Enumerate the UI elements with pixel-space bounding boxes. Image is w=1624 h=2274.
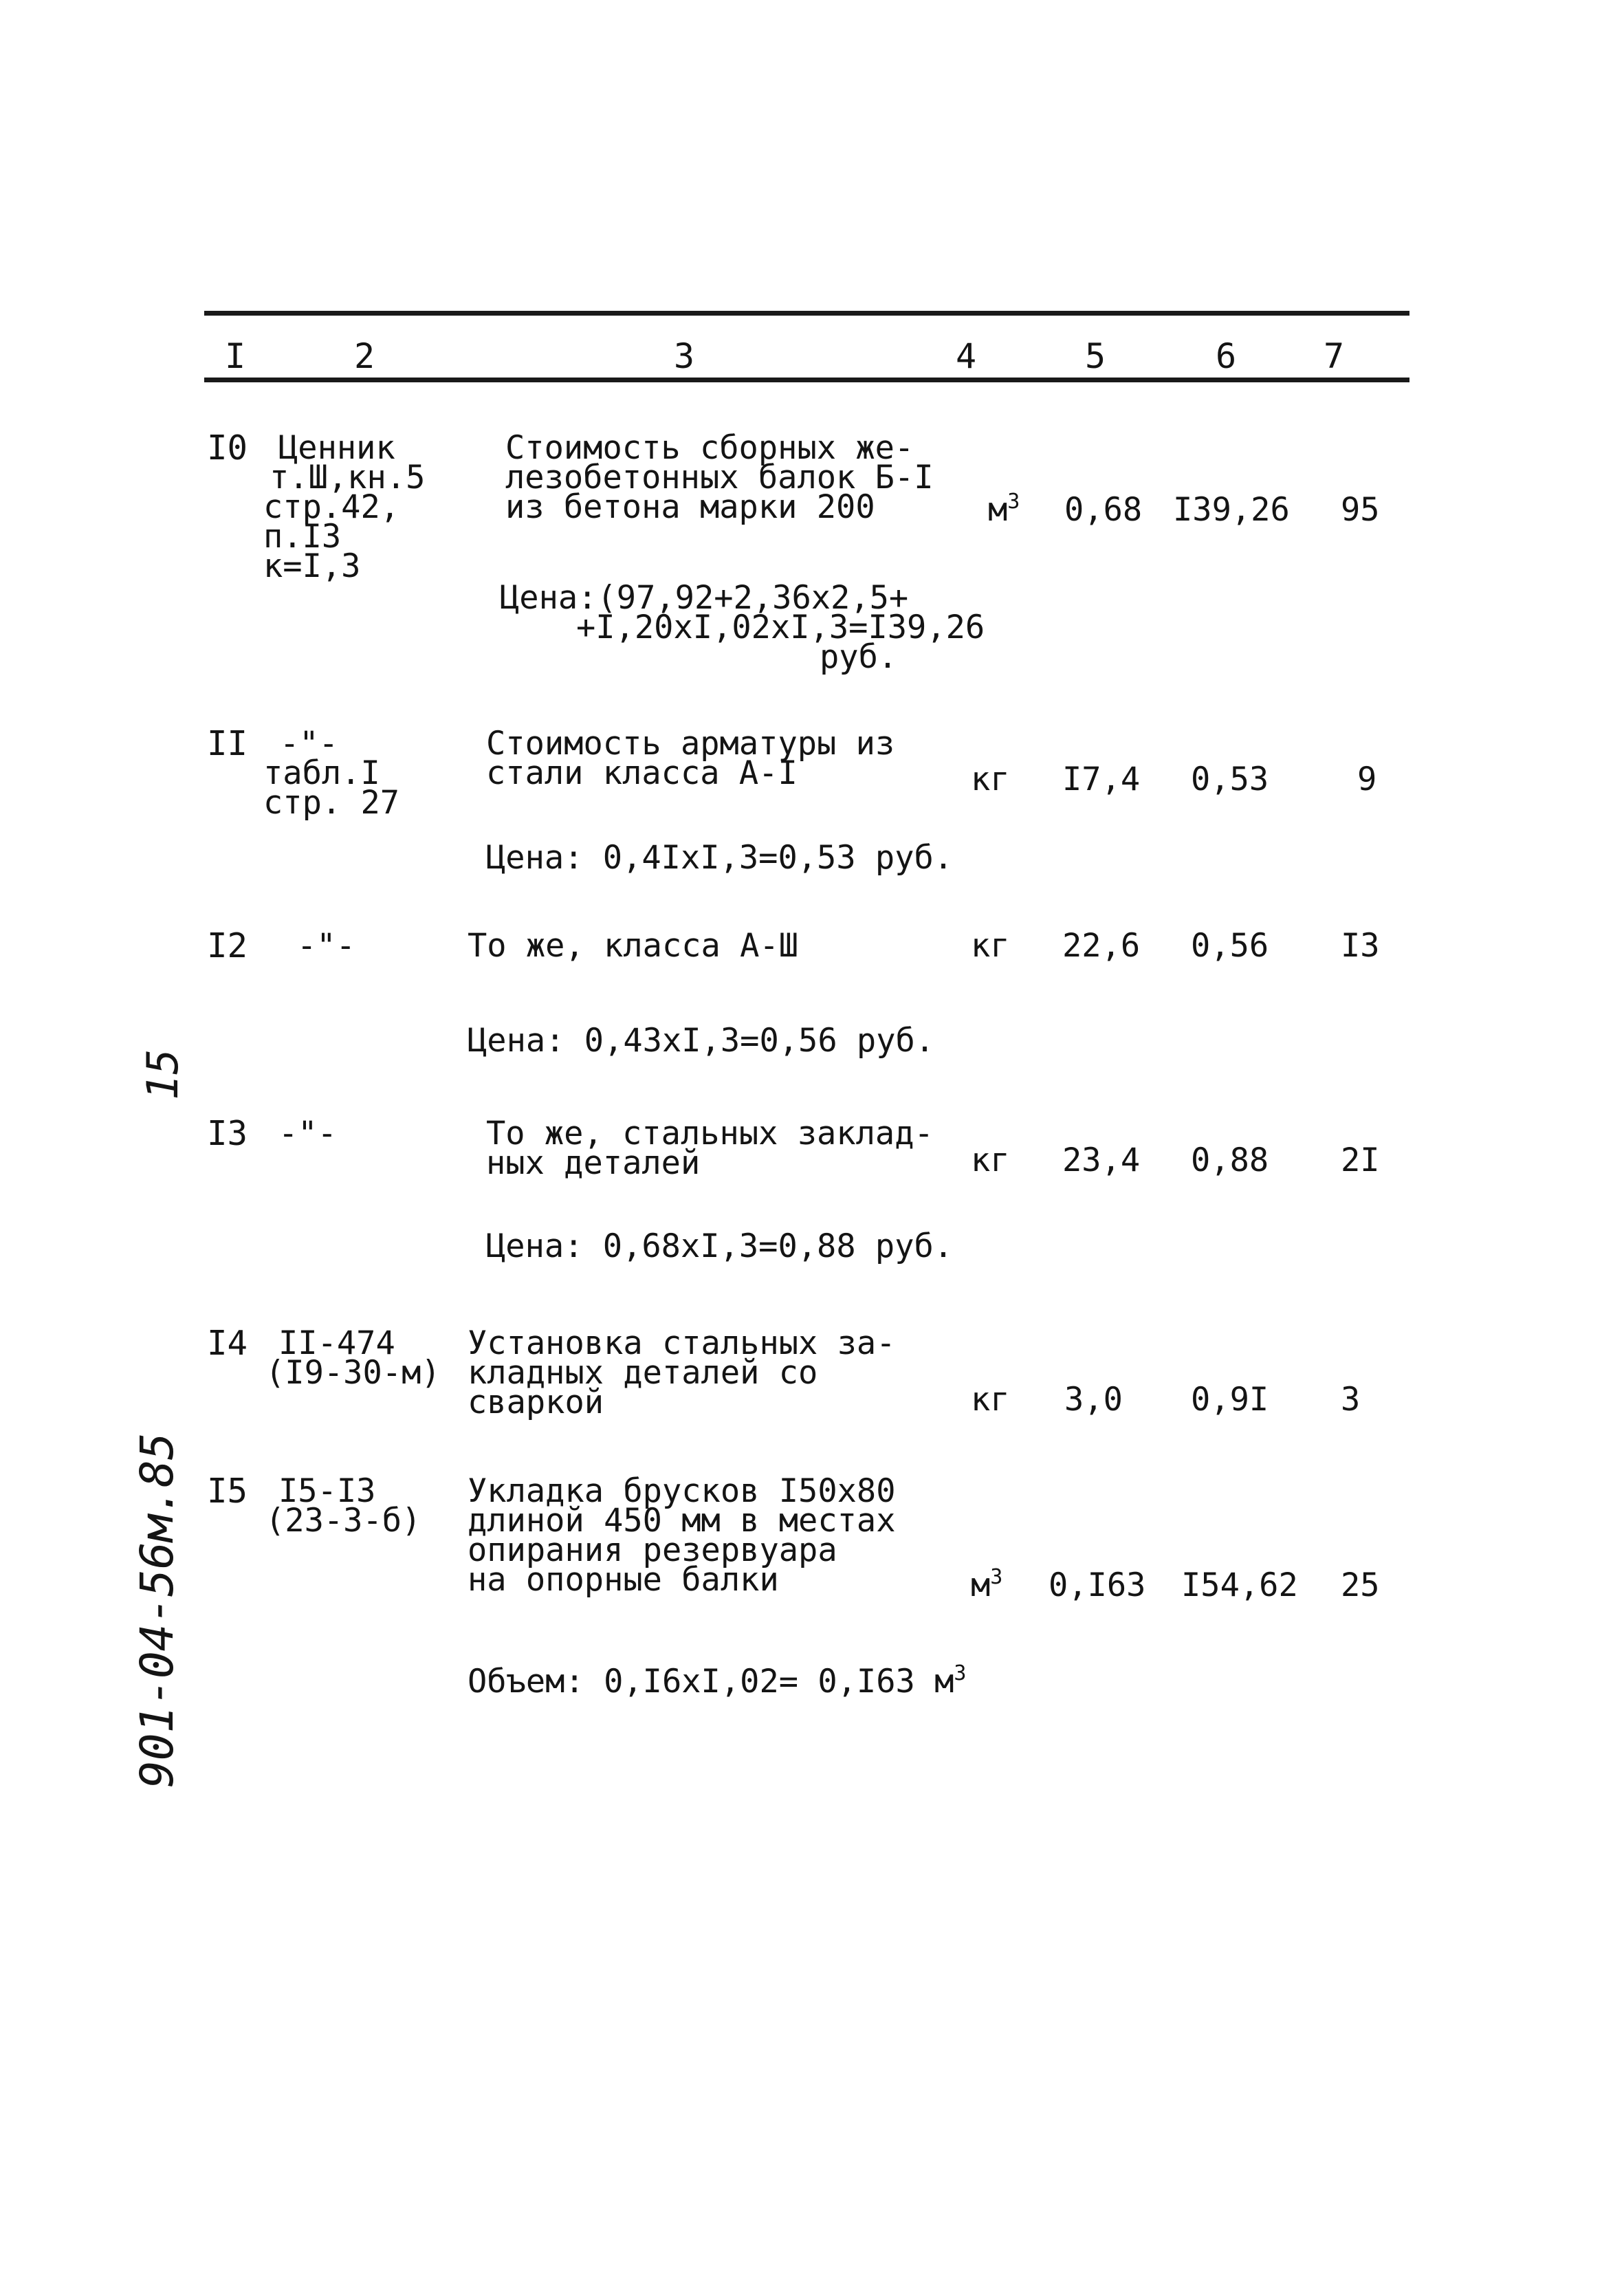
- unit-cell: кг: [971, 761, 1010, 798]
- total-cell: 25: [1341, 1566, 1380, 1604]
- col-header-3: 3: [674, 336, 695, 376]
- price-note-line: руб.: [820, 638, 898, 676]
- quantity-cell: I7,4: [1062, 761, 1141, 798]
- description-line: Установка стальных за-: [468, 1324, 896, 1362]
- price-note-line: Цена: 0,43хI,3=0,56 руб.: [468, 1022, 935, 1060]
- price-cell: 0,88: [1191, 1141, 1269, 1179]
- description-line: кладных деталей со: [468, 1354, 818, 1392]
- row-number: I4: [207, 1324, 248, 1363]
- description-line: из бетона марки 200: [505, 488, 875, 526]
- col-header-5: 5: [1085, 336, 1106, 376]
- price-cell: 0,53: [1191, 761, 1269, 798]
- reference-line: стр. 27: [263, 784, 400, 822]
- total-cell: 9: [1357, 761, 1377, 798]
- row-number: I0: [207, 428, 248, 468]
- description-line: опирания резервуара: [468, 1531, 837, 1569]
- unit-cell: кг: [971, 1381, 1010, 1419]
- price-note-line: Цена: 0,4IхI,3=0,53 руб.: [486, 839, 954, 877]
- description-line: сваркой: [468, 1384, 604, 1421]
- quantity-cell: 0,68: [1064, 491, 1143, 529]
- reference-line: -"-: [278, 1115, 337, 1152]
- unit-cell: кг: [971, 927, 1010, 965]
- description-line: Укладка брусков I50х80: [468, 1472, 896, 1510]
- quantity-cell: 3,0: [1064, 1381, 1123, 1419]
- reference-line: п.I3: [263, 518, 342, 556]
- total-cell: 2I: [1341, 1141, 1380, 1179]
- col-header-6: 6: [1216, 336, 1237, 376]
- table-header-rule: [204, 378, 1409, 382]
- reference-line: -"-: [297, 927, 355, 965]
- price-note-line: Цена:(97,92+2,36х2,5+: [500, 579, 909, 617]
- col-header-2: 2: [354, 336, 375, 376]
- description-line: То же, класса А-Ш: [468, 927, 799, 965]
- volume-note-line: Объем: 0,I6хI,02= 0,I63 $м^3$: [468, 1661, 967, 1701]
- price-cell: I39,26: [1173, 491, 1290, 529]
- unit-cell: $м^3$: [971, 1565, 1003, 1604]
- row-number: I2: [207, 926, 248, 965]
- row-number: II: [207, 724, 248, 763]
- reference-line: Ценник: [278, 429, 395, 467]
- quantity-cell: 23,4: [1062, 1141, 1141, 1179]
- reference-line: I5-I3: [278, 1472, 376, 1510]
- reference-line: (I9-30-м): [265, 1354, 441, 1392]
- price-note-line: Цена: 0,68хI,3=0,88 руб.: [486, 1227, 954, 1265]
- total-cell: I3: [1341, 927, 1380, 965]
- description-line: Стоимость сборных же-: [505, 429, 914, 467]
- description-line: Стоимость арматуры из: [486, 725, 895, 763]
- description-line: лезобетонных балок Б-I: [505, 459, 934, 496]
- document-code-vertical: 901-04-56м.85: [131, 1432, 184, 1788]
- description-line: на опорные балки: [468, 1561, 779, 1599]
- col-header-4: 4: [956, 336, 977, 376]
- reference-line: стр.42,: [263, 488, 400, 526]
- quantity-cell: 0,I63: [1049, 1566, 1146, 1604]
- col-header-1: I: [225, 336, 246, 376]
- reference-line: -"-: [280, 725, 338, 763]
- row-number: I5: [207, 1472, 248, 1511]
- reference-line: табл.I: [263, 754, 380, 792]
- row-number: I3: [207, 1114, 248, 1153]
- description-line: длиной 450 мм в местах: [468, 1502, 896, 1540]
- price-cell: 0,9I: [1191, 1381, 1269, 1419]
- reference-line: II-474: [278, 1324, 395, 1362]
- price-cell: 0,56: [1191, 927, 1269, 965]
- total-cell: 95: [1341, 491, 1380, 529]
- table-top-rule: [204, 311, 1409, 316]
- reference-line: (23-3-б): [265, 1502, 421, 1540]
- unit-cell: $м^3$: [988, 490, 1020, 529]
- col-header-7: 7: [1324, 336, 1345, 376]
- description-line: То же, стальных заклад-: [486, 1115, 934, 1152]
- description-line: ных деталей: [486, 1144, 701, 1182]
- total-cell: 3: [1341, 1381, 1361, 1419]
- price-note-line: +I,20хI,02хI,3=I39,26: [576, 609, 985, 646]
- price-cell: I54,62: [1181, 1566, 1298, 1604]
- reference-line: т.Ш,кн.5: [270, 459, 426, 496]
- description-line: стали класса А-I: [486, 754, 798, 792]
- reference-line: к=I,3: [263, 547, 361, 585]
- unit-cell: кг: [971, 1141, 1010, 1179]
- quantity-cell: 22,6: [1062, 927, 1141, 965]
- page-number-vertical: 15: [138, 1049, 188, 1100]
